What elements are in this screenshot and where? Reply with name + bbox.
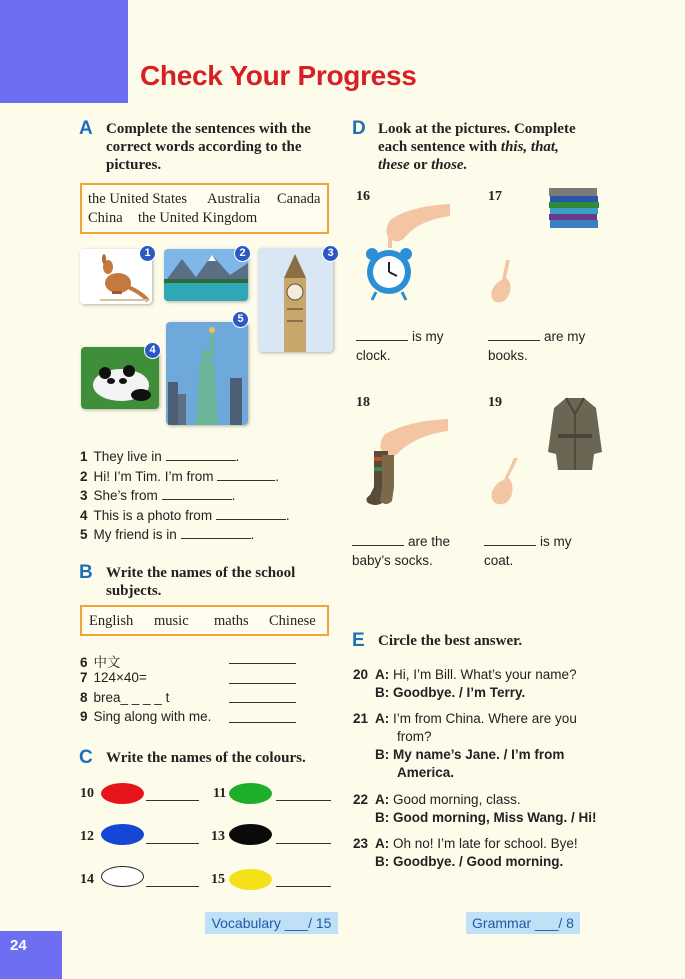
colour-number: 15 xyxy=(211,872,225,887)
picture-number-badge: 4 xyxy=(144,342,161,359)
grammar-score-box: Grammar ___/ 8 xyxy=(466,912,580,934)
answer-blank[interactable] xyxy=(181,527,251,539)
dialogue-item: 21 A: I’m from China. Where are you from? B: My name’s Jane. / I’m from America. xyxy=(353,711,577,780)
answer-line[interactable] xyxy=(146,886,199,887)
section-d-instruction: Look at the pictures. Complete each sentence with this, that, these or those. xyxy=(378,121,576,173)
question-8: 8 brea_ _ _ _ t xyxy=(80,690,170,705)
answer-choices[interactable]: Good morning, Miss Wang. / Hi! xyxy=(393,810,597,825)
section-a-letter: A xyxy=(79,118,93,139)
pointing-hand-icon xyxy=(488,258,518,308)
word: Chinese xyxy=(269,613,316,629)
vocabulary-score-box: Vocabulary ___/ 15 xyxy=(205,912,338,934)
yellow-oval xyxy=(229,869,272,890)
black-oval xyxy=(229,824,272,845)
page-number: 24 xyxy=(10,937,27,954)
item-number: 16 xyxy=(356,189,370,204)
big-ben-photo xyxy=(258,248,333,352)
section-e-instruction: Circle the best answer. xyxy=(378,633,523,649)
colour-number: 12 xyxy=(80,829,94,844)
answer-blank[interactable] xyxy=(217,469,275,481)
question-4: 4 This is a photo from . xyxy=(80,508,290,523)
dialogue-item: 22 A: Good morning, class. B: Good morning, Miss Wang. / Hi! xyxy=(353,792,597,825)
section-b-instruction: Write the names of the school subjects. xyxy=(106,565,296,599)
answer-line[interactable] xyxy=(276,843,331,844)
answer-blank[interactable] xyxy=(162,488,232,500)
question-7: 7 124×40= xyxy=(80,670,147,685)
item-text: is my clock. xyxy=(356,329,444,363)
answer-line[interactable] xyxy=(229,722,296,723)
hand-holding-clock-picture xyxy=(360,200,450,302)
answer-blank[interactable] xyxy=(166,449,236,461)
books-stack-picture xyxy=(549,188,599,230)
colour-number: 11 xyxy=(213,786,227,801)
blue-oval xyxy=(101,824,144,845)
picture-number-badge: 3 xyxy=(322,245,339,262)
section-a-word-box xyxy=(80,183,329,234)
section-c-instruction: Write the names of the colours. xyxy=(106,750,306,766)
word: Canada xyxy=(277,191,321,207)
item-number: 19 xyxy=(488,395,502,410)
white-oval xyxy=(101,866,144,887)
answer-line[interactable] xyxy=(229,663,296,664)
item-number: 18 xyxy=(356,395,370,410)
question-5: 5 My friend is in . xyxy=(80,527,255,542)
question-3: 3 She’s from . xyxy=(80,488,236,503)
red-oval xyxy=(101,783,144,804)
answer-line[interactable] xyxy=(229,683,296,684)
word: the United Kingdom xyxy=(138,210,258,226)
item-number: 17 xyxy=(488,189,502,204)
picture-number-badge: 5 xyxy=(232,311,249,328)
statue-of-liberty-photo xyxy=(166,322,248,425)
corner-decoration xyxy=(0,0,128,103)
section-e-letter: E xyxy=(352,630,365,651)
section-a-instruction: Complete the sentences with the correct words according to the pictures. xyxy=(106,121,311,173)
dialogue-item: 23 A: Oh no! I’m late for school. Bye! B: Goodbye. / Good morning. xyxy=(353,836,578,869)
dialogue-item: 20 A: Hi, I’m Bill. What’s your name? B: Goodbye. / I’m Terry. xyxy=(353,667,577,700)
green-oval xyxy=(229,783,272,804)
hand-holding-socks-picture xyxy=(358,415,448,509)
question-6: 6 中文 xyxy=(80,655,121,670)
section-c-letter: C xyxy=(79,747,93,768)
picture-number-badge: 2 xyxy=(234,245,251,262)
answer-line[interactable] xyxy=(276,800,331,801)
answer-line[interactable] xyxy=(146,800,199,801)
section-d-letter: D xyxy=(352,118,366,139)
word: English xyxy=(89,613,134,629)
question-9: 9 Sing along with me. xyxy=(80,709,212,724)
picture-number-badge: 1 xyxy=(139,245,156,262)
item-text: are my books. xyxy=(488,329,586,363)
word: China xyxy=(88,210,123,226)
question-1: 1 They live in . xyxy=(80,449,240,464)
word: music xyxy=(154,613,189,629)
section-b-word-box xyxy=(80,605,329,636)
page-title: Check Your Progress xyxy=(140,60,417,91)
answer-choices[interactable]: Goodbye. / I’m Terry. xyxy=(393,685,526,700)
item-text: are the baby’s socks. xyxy=(352,534,451,568)
pointing-hand-icon xyxy=(488,456,522,512)
section-b-letter: B xyxy=(79,562,93,583)
answer-choices[interactable]: Goodbye. / Good morning. xyxy=(393,854,564,869)
colour-number: 10 xyxy=(80,786,94,801)
answer-blank[interactable] xyxy=(216,508,286,520)
answer-choices[interactable]: My name’s Jane. / I’m from xyxy=(393,747,565,762)
answer-line[interactable] xyxy=(229,702,296,703)
colour-number: 14 xyxy=(80,872,94,887)
coat-picture xyxy=(548,396,602,472)
answer-line[interactable] xyxy=(146,843,199,844)
word: the United States xyxy=(88,191,188,207)
word: maths xyxy=(214,613,249,629)
item-text: is my coat. xyxy=(484,534,572,568)
question-2: 2 Hi! I’m Tim. I’m from . xyxy=(80,469,280,484)
colour-number: 13 xyxy=(211,829,225,844)
word: Australia xyxy=(207,191,261,207)
answer-line[interactable] xyxy=(276,886,331,887)
